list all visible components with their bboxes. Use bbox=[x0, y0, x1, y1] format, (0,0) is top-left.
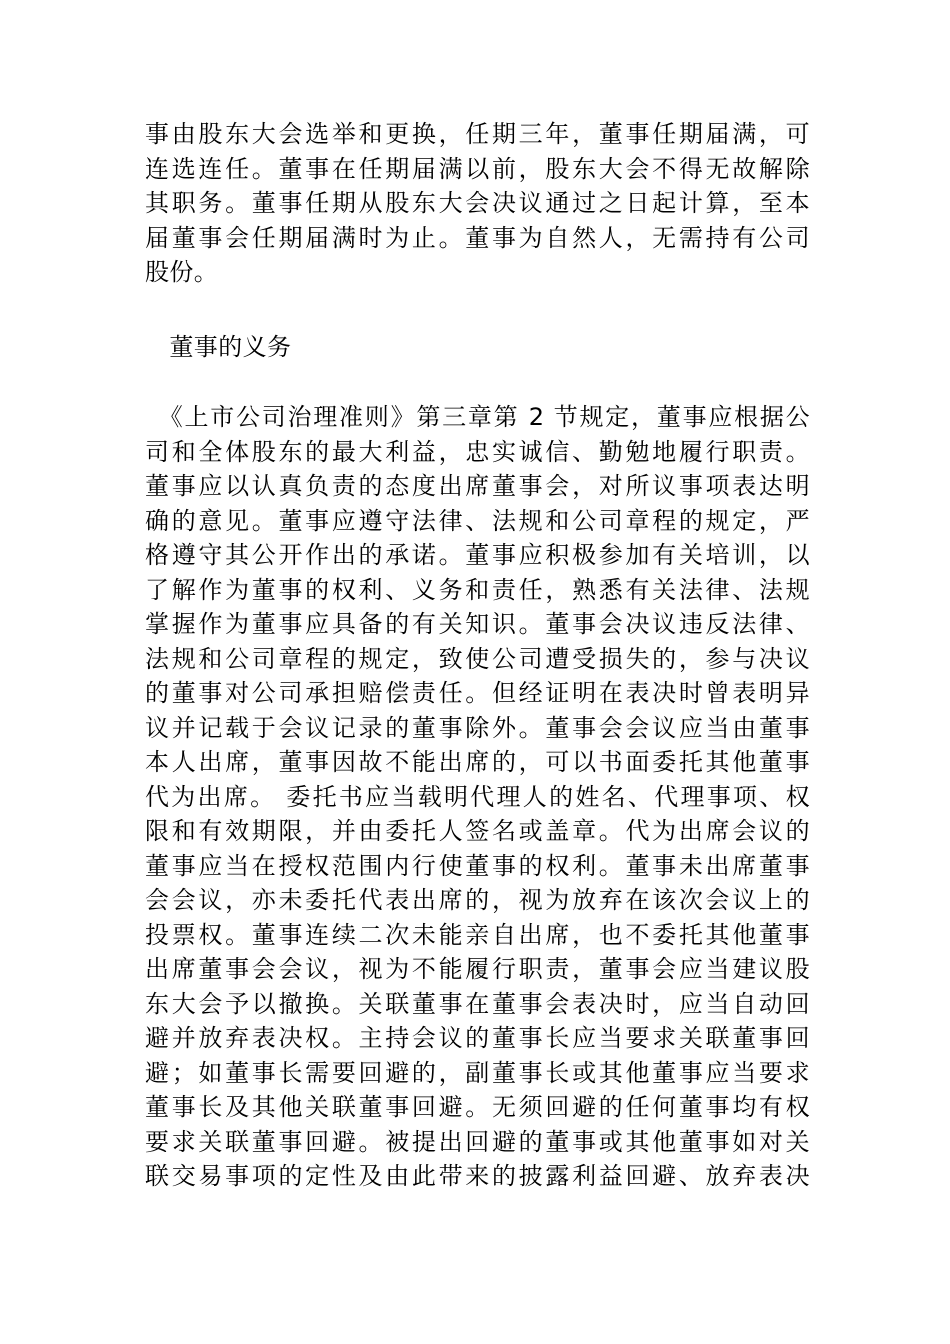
text-line: 避并放弃表决权。主持会议的董事长应当要求关联董事回 bbox=[145, 1024, 810, 1052]
text-line: 代为出席。 委托书应当载明代理人的姓名、代理事项、权 bbox=[145, 782, 810, 811]
text-line: 其职务。董事任期从股东大会决议通过之日起计算，至本 bbox=[145, 189, 810, 217]
text-line: 了解作为董事的权利、义务和责任，熟悉有关法律、法规 bbox=[145, 575, 810, 604]
section-heading bbox=[145, 330, 810, 365]
text-line: 限和有效期限，并由委托人签名或盖章。代为出席会议的 bbox=[145, 817, 810, 845]
text-line: 格遵守其公开作出的承诺。董事应积极参加有关培训，以 bbox=[145, 541, 810, 569]
text-line: 东大会予以撤换。关联董事在董事会表决时，应当自动回 bbox=[145, 989, 810, 1018]
text-line: 要求关联董事回避。被提出回避的董事或其他董事如对关 bbox=[145, 1127, 810, 1156]
text-line: 股份。 bbox=[145, 258, 219, 286]
text-line: 的董事对公司承担赔偿责任。但经证明在表决时曾表明异 bbox=[145, 679, 810, 707]
text-line: 出席董事会会议，视为不能履行职责，董事会应当建议股 bbox=[145, 955, 810, 983]
text-line: 事由股东大会选举和更换，任期三年，董事任期届满，可 bbox=[145, 120, 810, 148]
text-line: 会会议，亦未委托代表出席的，视为放弃在该次会议上的 bbox=[145, 886, 810, 914]
text-line: 司和全体股东的最大利益，忠实诚信、勤勉地履行职责。 bbox=[145, 437, 810, 466]
text-line: 本人出席，董事因故不能出席的，可以书面委托其他董事 bbox=[145, 748, 810, 776]
text-line: 避；如董事长需要回避的，副董事长或其他董事应当要求 bbox=[145, 1058, 810, 1087]
text-line: 届董事会任期届满时为止。董事为自然人，无需持有公司 bbox=[145, 223, 810, 252]
text-line: 确的意见。董事应遵守法律、法规和公司章程的规定，严 bbox=[145, 506, 810, 535]
text-line: 董事应当在授权范围内行使董事的权利。董事未出席董事 bbox=[145, 851, 810, 880]
text-line: 董事长及其他关联董事回避。无须回避的任何董事均有权 bbox=[145, 1093, 810, 1121]
text-line: 法规和公司章程的规定，致使公司遭受损失的，参与决议 bbox=[145, 644, 810, 673]
text-line: 《上市公司治理准则》第三章第 2 节规定，董事应根据公 bbox=[145, 403, 810, 431]
paragraph-director-term bbox=[145, 117, 810, 290]
paragraph-director-duties bbox=[145, 400, 810, 1194]
text-line: 连选连任。董事在任期届满以前，股东大会不得无故解除 bbox=[145, 154, 810, 183]
text-line: 投票权。董事连续二次未能亲自出席，也不委托其他董事 bbox=[145, 920, 810, 949]
text-line: 联交易事项的定性及由此带来的披露利益回避、放弃表决 bbox=[145, 1162, 810, 1190]
text-line: 议并记载于会议记录的董事除外。董事会会议应当由董事 bbox=[145, 713, 810, 742]
text-line: 掌握作为董事应具备的有关知识。董事会决议违反法律、 bbox=[145, 610, 810, 638]
text-line: 董事应以认真负责的态度出席董事会，对所议事项表达明 bbox=[145, 472, 810, 500]
heading-text: 董事的义务 bbox=[145, 333, 292, 361]
